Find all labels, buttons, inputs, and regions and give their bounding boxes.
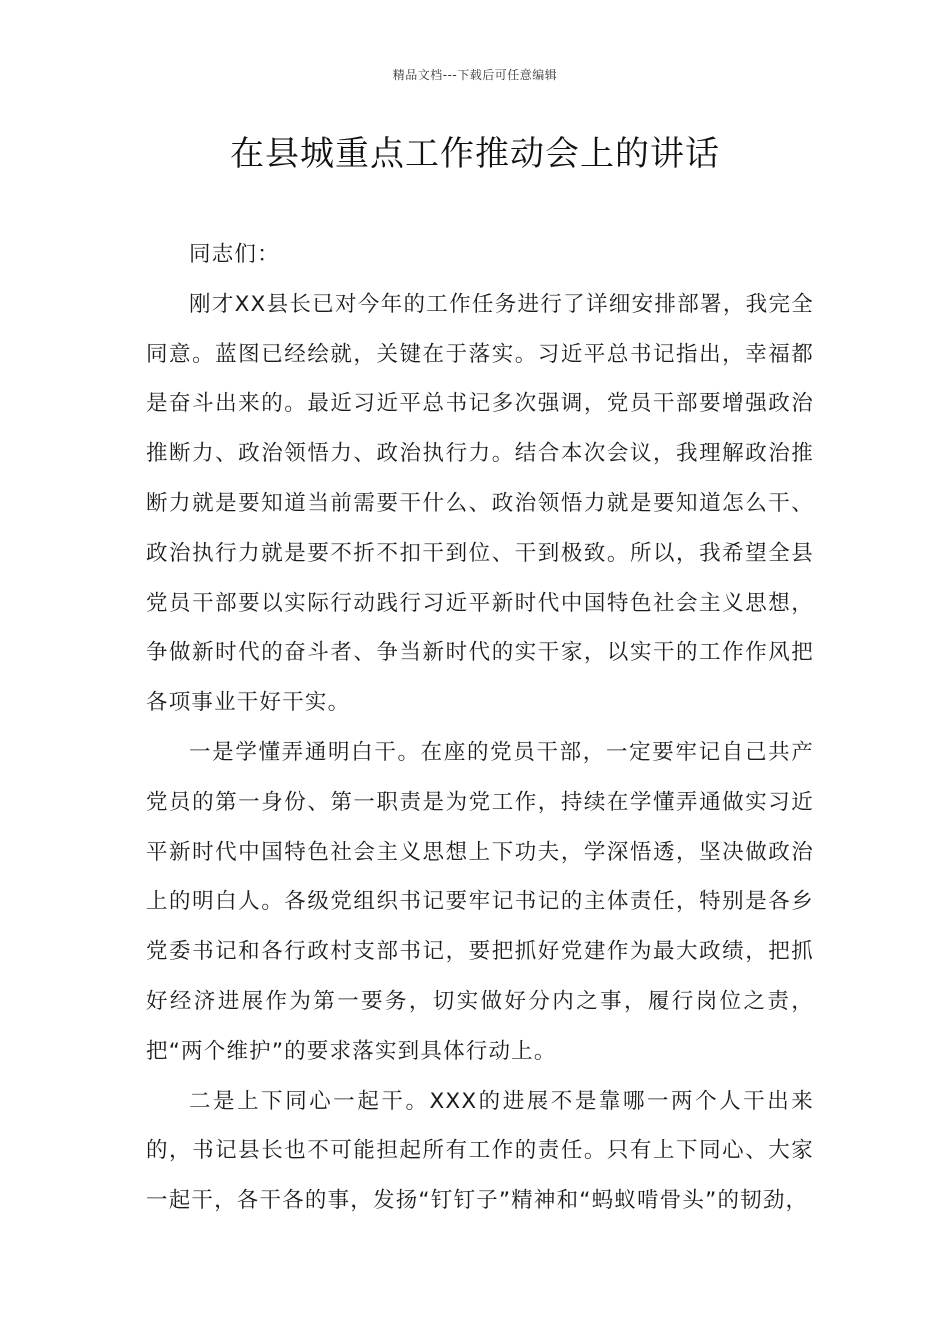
salutation: 同志们： [189, 242, 280, 267]
document-body [146, 230, 814, 1226]
paragraph-2: 一是学懂弄通明白干。在座的党员干部，一定要牢记自己共产党员的第一身份、第一职责是为党工作，持续在学懂弄通做实习近平新时代中国特色社会主义思想上下功夫，学深悟透，坚决做政治上的明白人。各级党组织书记要牢记书记的主体责任，特别是各乡党委书记和各行政村支部书记，要把抓好党建作为最大政绩，把抓好经济进展作为第一要务，切实做好分内之事，履行岗位之责，把“两个维护”的要求落实到具体行动上。 [146, 739, 814, 1064]
paragraph-1: 刚才XX县长已对今年的工作任务进行了详细安排部署，我完全同意。蓝图已经绘就，关键在于落实。习近平总书记指出，幸福都是奋斗出来的。最近习近平总书记多次强调，党员干部要增强政治推断力、政治领悟力、政治执行力。结合本次会议，我理解政治推断力就是要知道当前需要干什么、政治领悟力就是要知道怎么干、政治执行力就是要不折不扣干到位、干到极致。所以，我希望全县党员干部要以实际行动践行习近平新时代中国特色社会主义思想，争做新时代的奋斗者、争当新时代的实干家，以实干的工作作风把各项事业干好干实。 [146, 291, 814, 716]
document-title: 在县城重点工作推动会上的讲话 [230, 134, 720, 174]
header-note: 精品文档---下载后可任意编辑 [392, 68, 558, 82]
paragraph-3: 二是上下同心一起干。XXX的进展不是靠哪一两个人干出来的，书记县长也不可能担起所有工作的责任。只有上下同心、大家一起干，各干各的事，发扬“钉钉子”精神和“蚂蚁啃骨头”的韧劲， [146, 1088, 814, 1214]
